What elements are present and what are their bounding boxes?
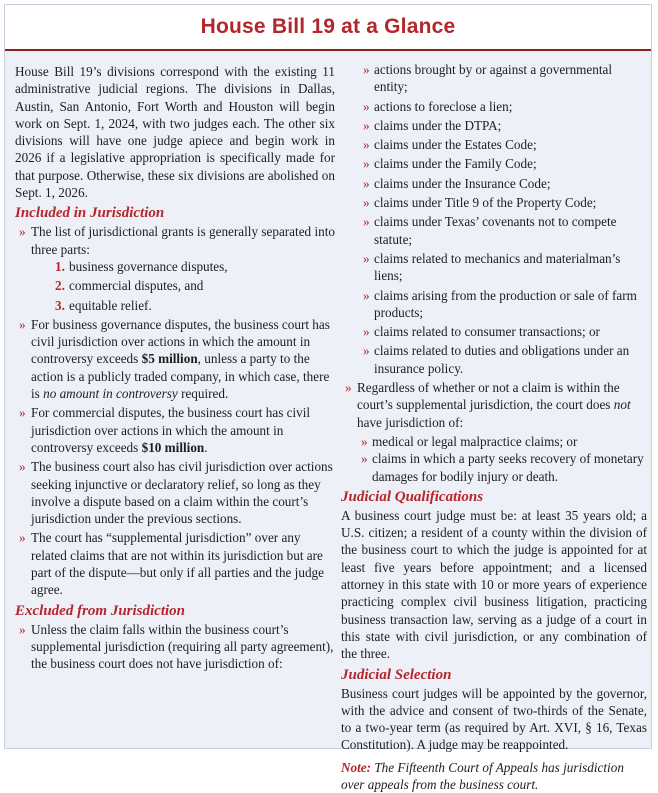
regardless-items	[341, 433, 647, 485]
list-item: » claims related to consumer transactions; or	[363, 323, 647, 340]
list-item: » claims under Title 9 of the Property Code;	[363, 194, 647, 211]
list-item	[15, 404, 335, 456]
list-item: » actions to foreclose a lien;	[363, 98, 647, 115]
list-item	[55, 258, 335, 275]
qualifications-text: A business court judge must be: at least 35 years old; a U.S. citizen; a resident of a county within the division of the business court to which the judge is appointed for at least five years before appointment; and a licensed attorney in this state with 10 or more years of experience practicing complex civil business litigation, practicing business transaction law, serving as a judge of a court in this state with civil jurisdiction, or any combination of the three.	[341, 507, 647, 662]
page-title: House Bill 19 at a Glance	[200, 15, 456, 38]
list-item	[55, 297, 335, 314]
excluded-items	[341, 61, 647, 377]
equitable-text: The business court also has civil jurisdiction over actions seeking injunctive or declaratory relief, so long as they involve a dispute based on a claim within the court’s jurisdiction under the previous sections.	[31, 459, 333, 527]
part-text: equitable relief.	[69, 297, 152, 313]
title-bar	[5, 5, 651, 51]
regardless-text: Regardless of whether or not a claim is within the court’s supplemental jurisdiction, the court does	[357, 380, 620, 413]
selection-heading: Judicial Selection	[341, 666, 452, 683]
regardless-list	[341, 379, 647, 431]
list-number: 3.	[55, 297, 65, 313]
included-heading: Included in Jurisdiction	[15, 205, 165, 222]
regardless-emphasis: not	[613, 397, 631, 413]
commercial-text: .	[204, 439, 208, 455]
governance-text: For business governance disputes, the business court has civil jurisdiction over actions in which the amount in controversy exceeds	[31, 316, 330, 367]
excluded-lead-list	[15, 621, 335, 673]
governance-text: , unless a party to the action is a publicly traded company, in which case, there is	[31, 351, 330, 402]
note-label: Note:	[341, 759, 372, 775]
list-item	[15, 458, 335, 527]
list-item: » claims under the DTPA;	[363, 117, 647, 134]
list-item: » claims arising from the production or sale of farm products;	[363, 287, 647, 322]
parts-list	[31, 258, 335, 314]
regardless-text: have jurisdiction of:	[357, 414, 464, 430]
list-item: » claims under the Estates Code;	[363, 136, 647, 153]
right-column	[341, 61, 647, 793]
list-number: 2.	[55, 278, 65, 294]
governance-emphasis: no amount in controversy	[43, 386, 178, 402]
governance-text: required.	[177, 386, 229, 402]
list-item	[15, 621, 335, 673]
included-list	[15, 223, 335, 598]
excluded-lead: Unless the claim falls within the business court’s supplemental jurisdiction (requiring all party agreement), the business court does not have jurisdiction of:	[31, 621, 334, 672]
qualifications-heading: Judicial Qualifications	[341, 488, 484, 505]
list-number: 1.	[55, 258, 65, 274]
list-item: » claims under Texas’ covenants not to compete statute;	[363, 213, 647, 248]
selection-text: Business court judges will be appointed by the governor, with the advice and consent of two-thirds of the Senate, to a two-year term (as required by Art. XVI, § 16, Texas Constitution). A judge may be reappointed.	[341, 685, 647, 753]
part-text: business governance disputes,	[69, 258, 228, 274]
left-column	[15, 63, 335, 675]
governance-amount: $5 million	[141, 351, 198, 367]
list-item: » claims under the Family Code;	[363, 155, 647, 172]
intro-paragraph: House Bill 19’s divisions correspond with the existing 11 administrative judicial regions. The divisions in Dallas, Austin, San Antonio, Fort Worth and Houston will begin work on Sept. 1, 2024, with two judges each. The other six divisions will have one judge apiece and begin work in 2026 if a legislative appropriation is specifically made for that purpose. Otherwise, these six divisions are abolished on Sept. 1, 2026.	[15, 64, 335, 201]
commercial-text: For commercial disputes, the business court has civil jurisdiction over actions in which the amount in controversy exceeds	[31, 405, 311, 455]
list-item	[341, 379, 647, 431]
list-item: » claims under the Insurance Code;	[363, 175, 647, 192]
list-item: » claims related to duties and obligations under an insurance policy.	[363, 342, 647, 377]
commercial-amount: $10 million	[141, 439, 205, 455]
list-item: » claims related to mechanics and materialman’s liens;	[363, 250, 647, 285]
excluded-heading: Excluded from Jurisdiction	[15, 602, 186, 619]
list-item: » claims in which a party seeks recovery of monetary damages for bodily injury or death.	[361, 450, 647, 485]
list-item	[15, 316, 335, 402]
note-text: The Fifteenth Court of Appeals has jurisdiction over appeals from the business court.	[341, 759, 624, 792]
note	[341, 759, 647, 793]
list-item: » medical or legal malpractice claims; or	[361, 433, 647, 450]
list-item	[55, 277, 335, 294]
supplemental-text: The court has “supplemental jurisdiction” over any related claims that are not within its jurisdiction but are part of the dispute—but only if all parties and the judge agree.	[31, 530, 324, 598]
list-item: » actions brought by or against a governmental entity;	[363, 61, 647, 96]
grants-intro: The list of jurisdictional grants is generally separated into three parts:	[31, 224, 335, 257]
part-text: commercial disputes, and	[69, 278, 204, 294]
list-item	[15, 223, 335, 313]
infobox-panel	[4, 4, 652, 792]
list-item	[15, 529, 335, 598]
